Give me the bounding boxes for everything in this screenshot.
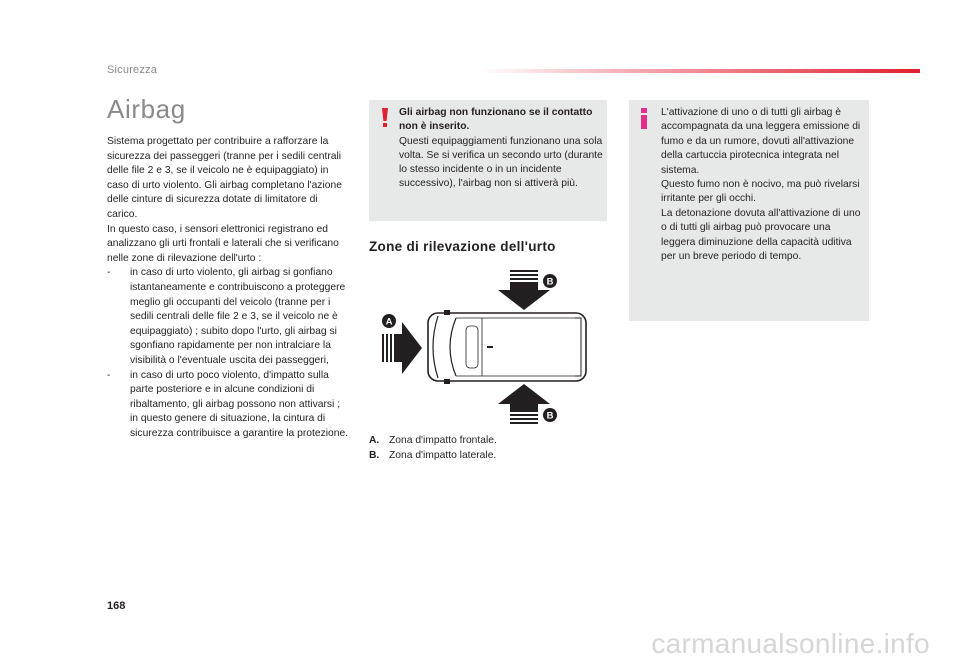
legend-key: A. <box>369 435 380 446</box>
page-title: Airbag <box>107 94 186 124</box>
zones-heading: Zone di rilevazione dell'urto <box>369 239 556 254</box>
badge-b-bottom <box>543 408 557 422</box>
list-bullet: - <box>107 369 111 381</box>
exclamation-icon <box>378 108 392 128</box>
list-item-text: in caso di urto poco violento, d'impatto sulla parte posteriore e in alcune condizioni di ribaltamento, gli airbag possono non attivarsi ; in questo genere di situazione, la cintura di sicurezza contribuisce a garantire la protezione. <box>130 369 349 439</box>
list-item-text: in caso di urto violento, gli airbag si gonfiano istantaneamente e contribuiscono a proteggere meglio gli occupanti del veicolo (tranne per i sedili centrali delle file 2 e 3, se il veicolo ne è equipaggiato) ; subito dopo l'urto, gli airbag si sgonfiano rapidamente per non intralciare la visibilità o l'eventuale uscita dei passeggeri, <box>130 267 346 366</box>
info-text <box>661 106 866 264</box>
diagram-legend <box>369 434 497 463</box>
legend-item <box>369 449 497 464</box>
badge-a-label: A <box>385 316 393 328</box>
watermark: carmanualsonline.info <box>651 628 930 659</box>
badge-b-top <box>543 274 557 288</box>
legend-text: Zona d'impatto laterale. <box>389 449 497 461</box>
list-item <box>107 369 350 442</box>
page-number: 168 <box>107 600 126 612</box>
badge-b-bottom-label: B <box>546 410 554 422</box>
section-title: Sicurezza <box>107 64 158 76</box>
header-accent-line <box>480 69 920 73</box>
legend-text: Zona d'impatto frontale. <box>389 435 497 446</box>
side-impact-arrow-bottom <box>498 384 550 424</box>
warning-box <box>369 100 607 221</box>
intro-paragraph-2: In questo caso, i sensori elettronici registrano ed analizzano gli urti frontali e laterali che si verificano nelle zone di rilevazione dell'urto : <box>107 223 339 264</box>
list-bullet: - <box>107 267 111 279</box>
side-impact-arrow-top <box>498 270 550 310</box>
legend-key: B. <box>369 449 380 461</box>
legend-item <box>369 434 497 449</box>
warning-text <box>399 106 603 192</box>
info-paragraph-3: La detonazione dovuta all'attivazione di uno o di tutti gli airbag può provocare una leggera diminuzione della capacità uditiva per un breve periodo di tempo. <box>661 207 861 263</box>
warning-title: Gli airbag non funzionano se il contatto non è inserito. <box>399 107 593 133</box>
list-item <box>107 266 350 368</box>
badge-b-top-label: B <box>546 276 554 288</box>
info-paragraph-2: Questo fumo non è nocivo, ma può rivelarsi irritante per gli occhi. <box>661 179 860 205</box>
frontal-impact-arrow <box>382 322 422 374</box>
info-paragraph-1: L'attivazione di uno o di tutti gli airbag è accompagnata da una leggera emissione di fumo e da un rumore, dovuti all'attivazione della cartuccia pirotecnica integrata nel sistema. <box>661 107 861 176</box>
badge-a <box>382 314 396 328</box>
intro-column <box>107 135 350 441</box>
impact-zones-diagram <box>376 266 596 426</box>
info-box <box>629 100 869 321</box>
intro-paragraph-1: Sistema progettato per contribuire a rafforzare la sicurezza dei passeggeri (tranne per i sedili centrali delle file 2 e 3, se il veicolo ne è equipaggiato) in caso di urto violento. Gli airbag completano l'azione delle cinture di sicurezza dotate di limitatore di carico. <box>107 136 342 220</box>
info-icon <box>638 108 650 130</box>
vehicle-top-view <box>428 310 586 384</box>
warning-body: Questi equipaggiamenti funzionano una sola volta. Se si verifica un secondo urto (durante lo stesso incidente o in un incidente successivo), l'airbag non si attiverà più. <box>399 135 603 190</box>
